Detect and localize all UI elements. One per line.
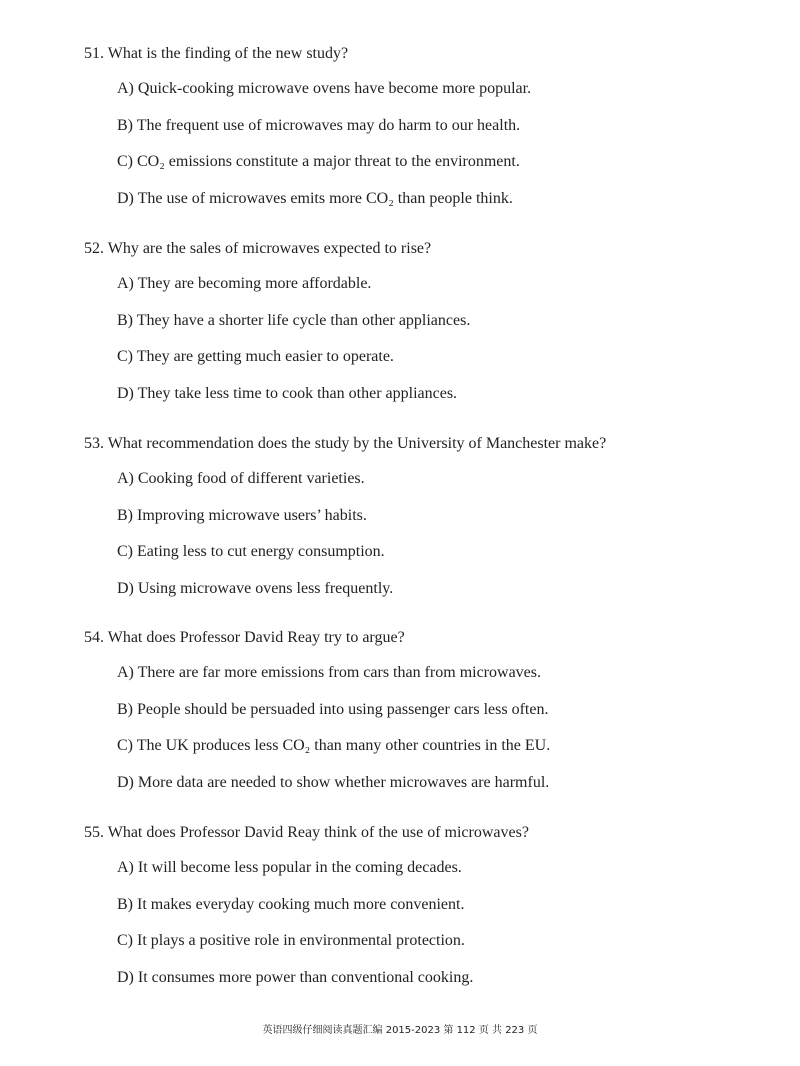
option-d: D) More data are needed to show whether microwaves are harmful.	[117, 774, 550, 791]
option-b: B) The frequent use of microwaves may do harm to our health.	[117, 117, 521, 134]
option-d: D) It consumes more power than conventional cooking.	[117, 969, 474, 986]
option-c: C) It plays a positive role in environmental protection.	[117, 932, 465, 949]
option-d: D) Using microwave ovens less frequently.	[117, 580, 394, 597]
question-stem: 52. Why are the sales of microwaves expected to rise?	[84, 240, 432, 257]
option-c: C) They are getting much easier to operate.	[117, 348, 394, 365]
option-a: A) It will become less popular in the coming decades.	[117, 859, 462, 876]
option-a: A) There are far more emissions from cars than from microwaves.	[117, 664, 541, 681]
option-d: D) The use of microwaves emits more CO₂ than people think.	[117, 190, 513, 207]
option-c: C) The UK produces less CO₂ than many other countries in the EU.	[117, 737, 551, 754]
option-a: A) They are becoming more affordable.	[117, 275, 372, 292]
option-b: B) People should be persuaded into using passenger cars less often.	[117, 701, 549, 718]
question-stem: 55. What does Professor David Reay think of the use of microwaves?	[84, 824, 529, 841]
question-stem: 51. What is the finding of the new study?	[84, 45, 349, 62]
question-stem: 54. What does Professor David Reay try to argue?	[84, 629, 405, 646]
option-a: A) Quick-cooking microwave ovens have become more popular.	[117, 80, 532, 97]
option-b: B) It makes everyday cooking much more convenient.	[117, 896, 465, 913]
option-c: C) CO₂ emissions constitute a major threat to the environment.	[117, 153, 520, 170]
option-a: A) Cooking food of different varieties.	[117, 470, 365, 487]
option-c: C) Eating less to cut energy consumption.	[117, 543, 385, 560]
option-b: B) Improving microwave users’ habits.	[117, 507, 367, 524]
option-b: B) They have a shorter life cycle than other appliances.	[117, 312, 471, 329]
option-d: D) They take less time to cook than other appliances.	[117, 385, 458, 402]
page-footer: 英语四级仔细阅读真题汇编 2015-2023 第 112 页 共 223 页	[262, 1025, 538, 1036]
question-stem: 53. What recommendation does the study by the University of Manchester make?	[84, 435, 607, 452]
